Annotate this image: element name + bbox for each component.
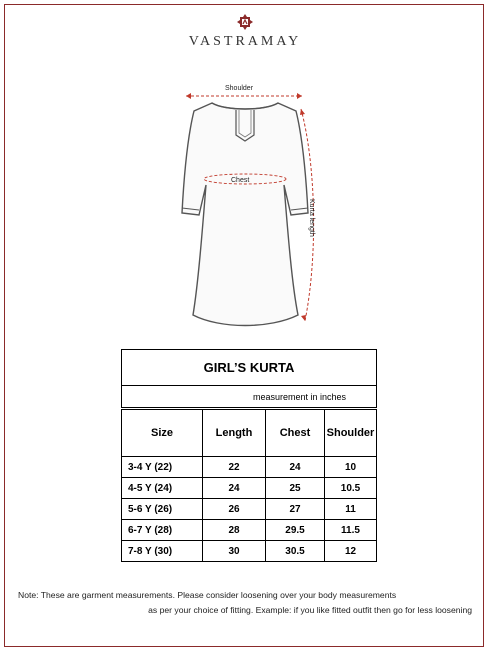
size-chart-table	[121, 349, 377, 562]
cell-chest: 24	[266, 457, 325, 478]
note-line-1: Note: These are garment measurements. Please consider loosening over your body measurements	[18, 590, 397, 600]
cell-length: 28	[203, 520, 266, 541]
cell-shoulder: 11.5	[325, 520, 377, 541]
header-shoulder: Shoulder	[325, 409, 377, 457]
cell-size: 6-7 Y (28)	[122, 520, 203, 541]
table-row	[122, 499, 377, 520]
cell-size: 5-6 Y (26)	[122, 499, 203, 520]
cell-length: 22	[203, 457, 266, 478]
unit-note: measurement in inches	[122, 386, 377, 409]
fitting-note	[18, 588, 478, 618]
header-chest: Chest	[266, 409, 325, 457]
cell-shoulder: 10	[325, 457, 377, 478]
kurta-diagram	[0, 75, 490, 345]
shoulder-label: Shoulder	[225, 85, 254, 92]
chest-label: Chest	[231, 177, 250, 184]
cell-shoulder: 12	[325, 541, 377, 562]
table-row	[122, 457, 377, 478]
cell-shoulder: 10.5	[325, 478, 377, 499]
cell-chest: 29.5	[266, 520, 325, 541]
cell-shoulder: 11	[325, 499, 377, 520]
note-line-2: as per your choice of fitting. Example: if you like fitted outfit then go for less loosening	[148, 605, 472, 615]
cell-chest: 27	[266, 499, 325, 520]
header-size: Size	[122, 409, 203, 457]
cell-length: 30	[203, 541, 266, 562]
cell-size: 3-4 Y (22)	[122, 457, 203, 478]
header-length: Length	[203, 409, 266, 457]
cell-chest: 25	[266, 478, 325, 499]
table-header-row	[122, 409, 377, 457]
cell-size: 7-8 Y (30)	[122, 541, 203, 562]
brand-logo-icon	[237, 14, 253, 30]
table-row	[122, 541, 377, 562]
cell-chest: 30.5	[266, 541, 325, 562]
table-row	[122, 520, 377, 541]
table-title: GIRL’S KURTA	[122, 350, 377, 386]
brand-name: VASTRAMAY	[188, 34, 302, 49]
cell-size: 4-5 Y (24)	[122, 478, 203, 499]
kurta-length-label: Kurta length	[308, 199, 315, 237]
cell-length: 26	[203, 499, 266, 520]
cell-length: 24	[203, 478, 266, 499]
table-row	[122, 478, 377, 499]
kurta-outline	[182, 103, 308, 326]
